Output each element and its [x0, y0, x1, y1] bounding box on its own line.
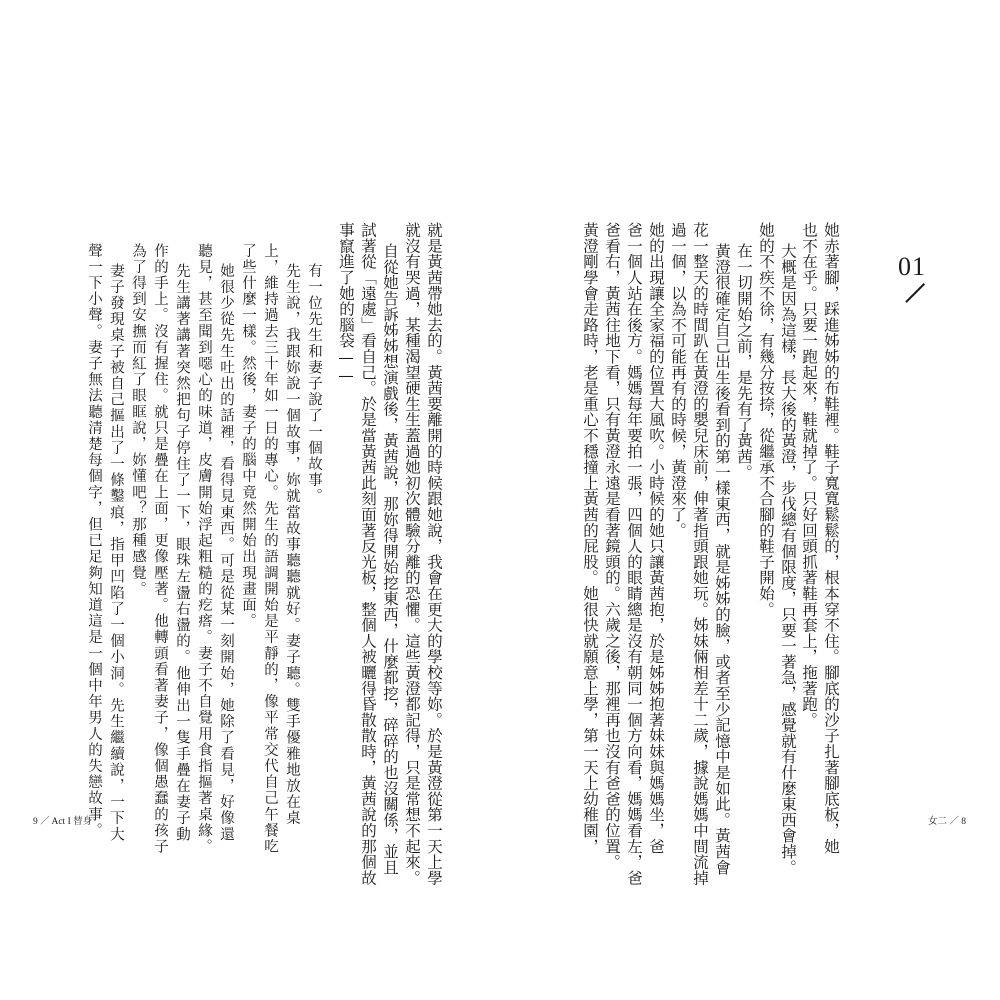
story-column-7: 先生講著講著突然把句子停住了一下，眼珠左盪右盪的。他伸出一隻手疊在妻子動 [174, 263, 190, 843]
right-column-8: 過一個，以為不可能再有的時候，黃澄來了。 [669, 222, 687, 538]
story-column-8: 作的手上。沒有握住。就只是疊在上面，更像壓著。他轉頭看著妻子，像個愚蠢的孩子 [152, 243, 168, 855]
story-column-3: 上，維持過去三十年如一日的專心。先生的語調開始是平靜的，像平常交代自己午餐吃 [262, 243, 278, 855]
right-column-11: 爸看右，黃茜往地下看，只有黃澄永遠是看著鏡頭的。六歲之後，那裡再也沒有爸爸的位置。 [603, 222, 621, 870]
story-column-5: 她很少從先生吐出的話裡，看得見東西。可是從某一刻開始，她除了看見，好像還 [218, 263, 234, 843]
right-page-footer: 女二 ／ 8 [928, 817, 967, 827]
right-column-6: 黃澄很確定自己出生後看到的第一樣東西，就是姊姊的臉，或者至少記憶中是如此。黃茜會 [713, 243, 731, 875]
story-column-9: 為了得到安撫而紅了眼眶說，妳懂吧？那種感覺。 [130, 243, 146, 598]
right-column-5: 在一切開始之前，是先有了黃茜。 [735, 243, 753, 480]
story-column-10: 妻子發現桌子被自己摳出了一條鑿痕，指甲凹陷了一個小洞。先生繼續說，一下大 [108, 263, 124, 843]
left-column-5: 事竄進了她的腦袋—— [337, 222, 355, 385]
story-column-2: 先生說，我跟妳說一個故事，妳就當故事聽聽就好。妻子聽。雙手優雅地放在桌 [284, 263, 300, 827]
right-column-10: 爸一個人站在後方。媽媽每年要拍一張，四個人的眼睛總是沒有朝同一個方向看，媽媽看左，爸 [625, 222, 643, 886]
left-column-2: 就沒有哭過，某種渴望硬生生蓋過她初次體驗分離的恐懼。這些黃澄都記得，只是常想不起來。 [403, 222, 421, 886]
right-column-7: 花一整天的時間趴在黃澄的嬰兒床前，伸著指頭跟她玩。姊妹倆相差十二歲，據說媽媽中間流掉 [691, 222, 709, 886]
left-column-4: 試著從「遠處」看自己。於是當黃茜此刻面著反光板，整個人被曬得昏散散時，黃茜說的那個故 [359, 222, 377, 886]
left-column-1: 就是黃茜帶她去的。黃茜要離開的時候跟她說，我會在更大的學校等妳。於是黃澄從第一天上學 [425, 222, 443, 886]
chapter-slash [905, 283, 924, 302]
right-column-9: 她的出現讓全家福的位置大風吹。小時候的她只讓黃茜抱，於是姊姊抱著妹妹與媽媽坐，爸 [647, 222, 665, 854]
chapter-number: 01 [898, 252, 926, 281]
left-page-footer: 9 ／ Act I 替身 [33, 817, 93, 827]
story-column-6: 聽見，甚至聞到噁心的味道，皮膚開始浮起粗糙的疙瘩。妻子不自覺用食指摳著桌緣。 [196, 243, 212, 855]
story-column-11: 聲一下小聲。妻子無法聽清楚每個字，但已足夠知道這是一個中年男人的失戀故事。 [86, 243, 102, 839]
right-column-2: 也不在乎。只要一跑起來，鞋就掉了。只好回頭抓著鞋再套上，拖著跑。 [800, 222, 818, 728]
left-column-3: 自從她告訴姊姊想演戲後，黃茜說，那妳得開始挖東西，什麼都挖，碎碎的也沒關係，並且 [381, 243, 399, 875]
story-column-1: 有一位先生和妻子說了一個故事。 [306, 263, 322, 505]
story-column-4: 了些什麼一樣。然後，妻子的腦中竟然開始出現畫面。 [240, 243, 256, 630]
right-column-3: 大概是因為這樣，長大後的黃澄，步伐總有個限度，只要一著急，感覺就有什麼東西會掉。 [779, 243, 797, 875]
right-column-4: 她的不疾不徐，有幾分按捺，從繼承不合腳的鞋子開始。 [757, 222, 775, 617]
right-column-1: 她赤著腳，踩進姊姊的布鞋裡。鞋子寬寬鬆鬆的，根本穿不住。腳底的沙子扎著腳底板，她 [822, 222, 840, 854]
right-column-12: 黃澄剛學會走路時，老是重心不穩撞上黃茜的屁股。她很快就願意上學，第一天上幼稚園， [581, 222, 599, 854]
